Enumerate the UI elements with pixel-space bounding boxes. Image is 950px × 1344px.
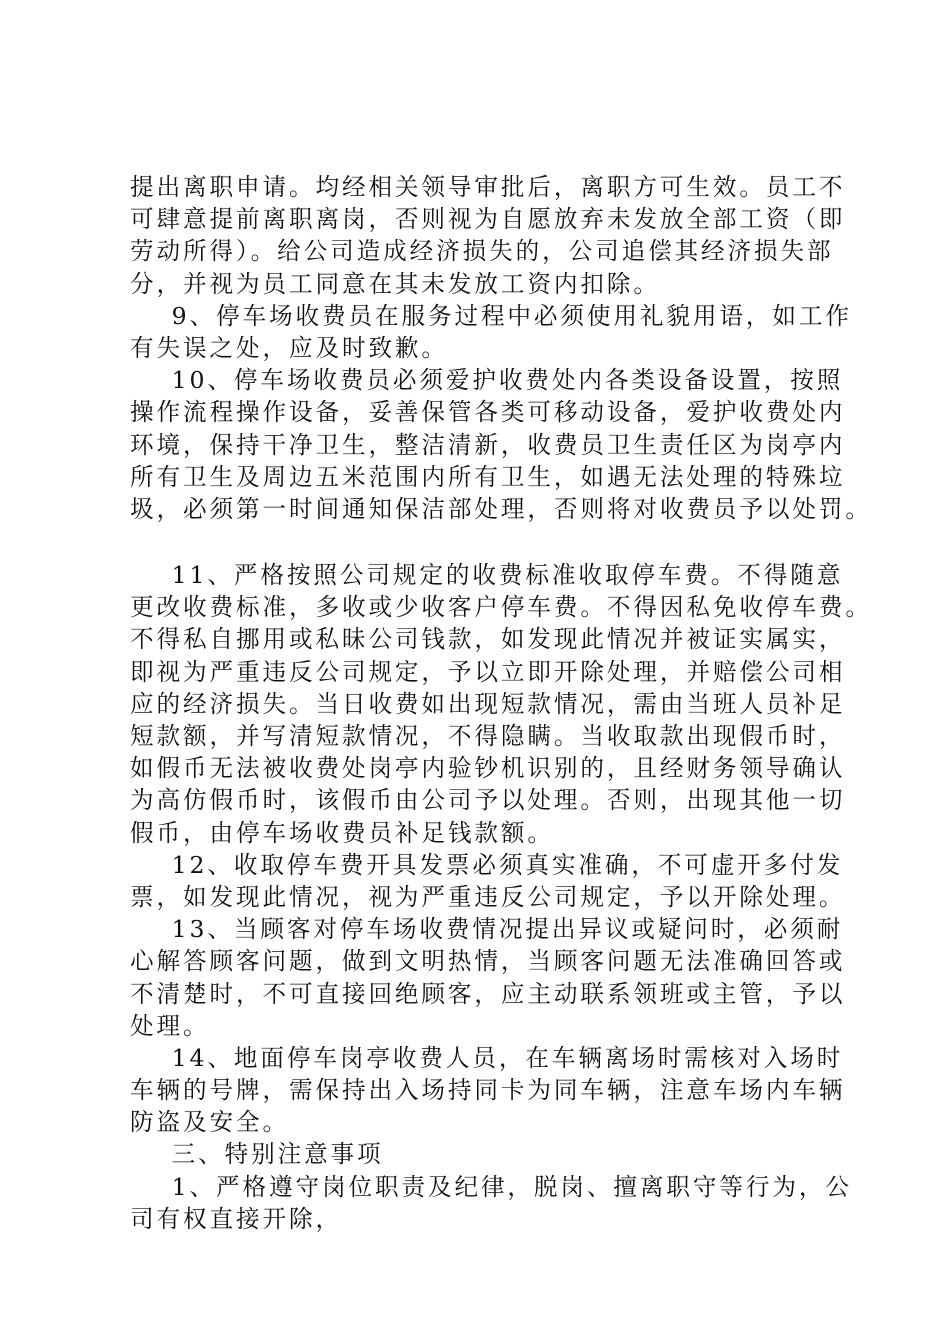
paragraph-gap [130,525,830,559]
text-line: 不得私自挪用或私昧公司钱款，如发现此情况并被证实属实， [130,625,846,654]
text-line: 车辆的号牌，需保持出入场持同卡为同车辆，注意车场内车辆 [130,1076,846,1105]
text-line: 不清楚时，不可直接回绝顾客，应主动联系领班或主管，予以 [130,979,846,1008]
text-line: 11、严格按照公司规定的收费标准收取停车费。不得随意 [130,561,844,590]
text-line: 如假币无法被收费处岗亭内验钞机识别的，且经财务领导确认 [130,754,846,783]
text-line: 9、停车场收费员在服务过程中必须使用礼貌用语，如工作 [130,301,852,330]
text-line: 有失误之处，应及时致歉。 [130,333,448,362]
text-line: 14、地面停车岗亭收费人员，在车辆离场时需核对入场时 [130,1043,844,1072]
text-line: 劳动所得）。给公司造成经济损失的，公司追偿其经济损失部 [130,237,834,266]
text-line: 10、停车场收费员必须爱护收费处内各类设备设置，按照 [130,366,844,395]
text-line: 假币，由停车场收费员补足钱款额。 [130,818,554,847]
text-line: 司有权直接开除， [130,1204,342,1233]
text-line: 更改收费标准，多收或少收客户停车费。不得因私免收停车费。 [130,593,872,622]
text-line: 可肆意提前离职离岗，否则视为自愿放弃未发放全部工资（即 [130,205,846,234]
text-line: 操作流程操作设备，妥善保管各类可移动设备，爱护收费处内 [130,398,846,427]
text-line: 票，如发现此情况，视为严重违反公司规定，予以开除处理。 [130,882,846,911]
text-line: 环境，保持干净卫生，整洁清新，收费员卫生责任区为岗亭内 [130,430,846,459]
text-line: 处理。 [130,1011,210,1040]
text-line: 心解答顾客问题，做到文明热情，当顾客问题无法准确回答或 [130,947,846,976]
text-line: 防盗及安全。 [130,1108,289,1137]
text-line: 短款额，并写清短款情况，不得隐瞒。当收取款出现假币时， [130,722,846,750]
text-line: 三、特别注意事项 [130,1140,384,1169]
text-line: 圾，必须第一时间通知保洁部处理，否则将对收费员予以处罚。 [130,494,872,523]
text-line: 应的经济损失。当日收费如出现短款情况，需由当班人员补足 [130,689,846,718]
text-line: 1、严格遵守岗位职责及纪律，脱岗、擅离职守等行为，公 [130,1172,852,1201]
text-line: 13、当顾客对停车场收费情况提出异议或疑问时，必须耐 [130,915,844,944]
text-line: 即视为严重违反公司规定，予以立即开除处理，并赔偿公司相 [130,657,846,686]
text-line: 提出离职申请。均经相关领导审批后，离职方可生效。员工不 [130,173,846,201]
text-line: 12、收取停车费开具发票必须真实准确，不可虚开多付发 [130,850,844,879]
text-line: 为高仿假币时，该假币由公司予以处理。否则，出现其他一切 [130,786,846,815]
text-line: 分，并视为员工同意在其未发放工资内扣除。 [130,269,660,298]
document-body [130,171,872,1235]
text-line: 所有卫生及周边五米范围内所有卫生，如遇无法处理的特殊垃 [130,462,846,491]
